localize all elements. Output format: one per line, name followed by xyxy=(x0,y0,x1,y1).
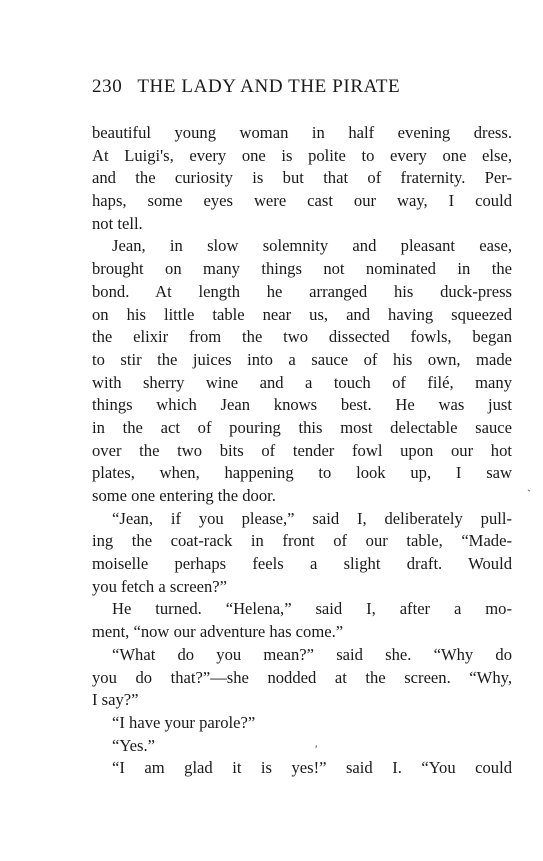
text-line: “Jean, if you please,” said I, deliberately pull- xyxy=(112,508,512,528)
text-line: haps, some eyes were cast our way, I could xyxy=(92,191,512,211)
text-line: you fetch a screen?” xyxy=(92,576,227,596)
text-line: brought on many things not nominated in the xyxy=(92,259,512,279)
text-line: bond. At length he arranged his duck-press xyxy=(92,281,512,301)
text-line: “Yes.” xyxy=(112,735,156,755)
text-line: in the act of pouring this most delectable sauce xyxy=(92,417,512,437)
text-line: not tell. xyxy=(92,213,143,233)
text-line: He turned. “Helena,” said I, after a mo- xyxy=(112,599,512,619)
text-line: At Luigi's, every one is polite to every one else, xyxy=(92,145,512,165)
text-line: things which Jean knows best. He was just xyxy=(92,395,512,415)
body-text xyxy=(92,122,512,780)
text-line: ing the coat-rack in front of our table, “Made- xyxy=(92,531,512,551)
text-line: “What do you mean?” said she. “Why do xyxy=(112,644,512,664)
text-line: “I am glad it is yes!” said I. “You could xyxy=(112,758,512,778)
text-line: ment, “now our adventure has come.” xyxy=(92,622,344,642)
print-speck: ˏ xyxy=(527,478,531,492)
text-line: to stir the juices into a sauce of his own, made xyxy=(92,349,512,369)
text-line: beautiful young woman in half evening dress. xyxy=(92,123,512,142)
text-line: “I have your parole?” xyxy=(112,712,256,732)
running-title: THE LADY AND THE PIRATE xyxy=(137,76,401,97)
text-line: I say?” xyxy=(92,690,139,710)
page-number: 230 xyxy=(92,76,123,97)
text-line: the elixir from the two dissected fowls, began xyxy=(92,327,512,347)
print-speck: ′ xyxy=(315,742,318,756)
text-line: with sherry wine and a touch of filé, many xyxy=(92,372,512,392)
text-line: on his little table near us, and having squeezed xyxy=(92,304,512,324)
text-line: Jean, in slow solemnity and pleasant ease, xyxy=(112,236,512,256)
text-line: moiselle perhaps feels a slight draft. Would xyxy=(92,554,512,574)
text-line: some one entering the door. xyxy=(92,486,276,505)
text-line: over the two bits of tender fowl upon our hot xyxy=(92,440,512,460)
text-line: and the curiosity is but that of fraternity. Per- xyxy=(92,168,512,188)
text-line: you do that?”—she nodded at the screen. “Why, xyxy=(92,667,512,687)
text-line: plates, when, happening to look up, I saw xyxy=(92,463,512,483)
running-header xyxy=(92,76,512,98)
